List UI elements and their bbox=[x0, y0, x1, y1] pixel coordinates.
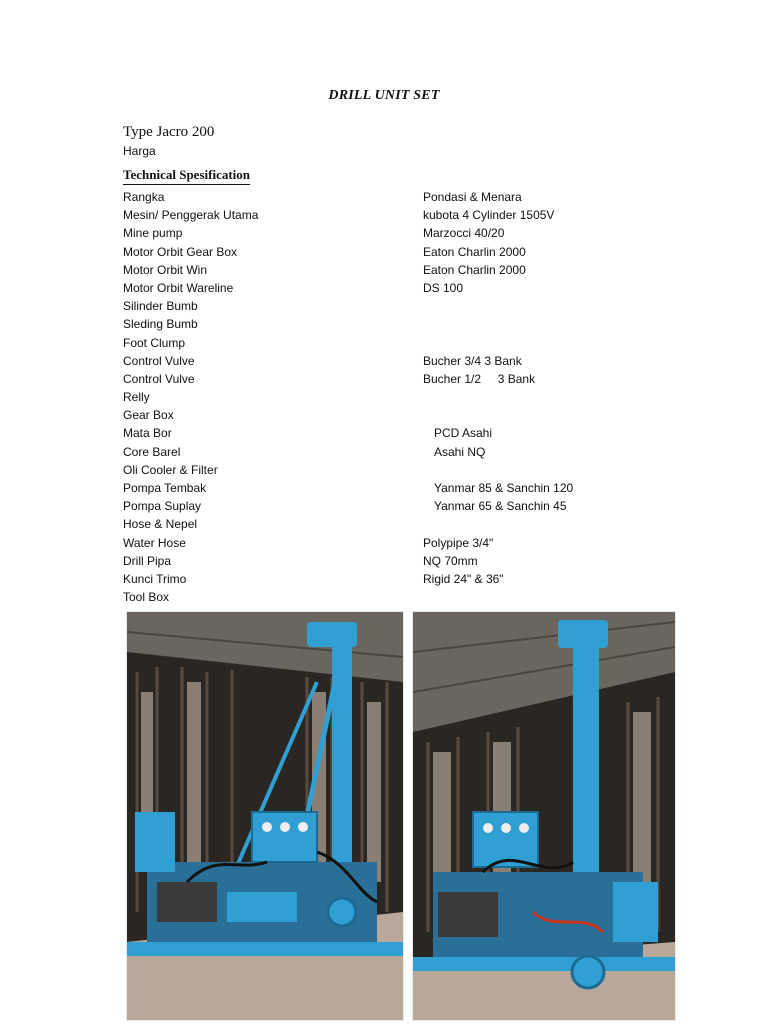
spec-value: Yanmar 65 & Sanchin 45 bbox=[434, 499, 567, 514]
spec-value: Eaton Charlin 2000 bbox=[423, 244, 526, 259]
spec-row bbox=[123, 463, 643, 481]
spec-label: Water Hose bbox=[123, 535, 186, 550]
spec-label: Control Vulve bbox=[123, 353, 195, 368]
spec-list bbox=[123, 190, 643, 608]
spec-label: Oli Cooler & Filter bbox=[123, 462, 218, 477]
spec-value: Marzocci 40/20 bbox=[423, 226, 505, 241]
spec-row bbox=[123, 390, 643, 408]
spec-row bbox=[123, 372, 643, 390]
drill-rig-photo-2 bbox=[412, 611, 676, 1021]
spec-label: Drill Pipa bbox=[123, 553, 172, 568]
spec-row bbox=[123, 536, 643, 554]
spec-value: Polypipe 3/4" bbox=[423, 535, 494, 550]
spec-row bbox=[123, 590, 643, 608]
spec-row bbox=[123, 572, 643, 590]
spec-label: Core Barel bbox=[123, 444, 181, 459]
spec-label: Mine pump bbox=[123, 226, 183, 241]
spec-row bbox=[123, 208, 643, 226]
spec-value: NQ 70mm bbox=[423, 553, 478, 568]
spec-value: kubota 4 Cylinder 1505V bbox=[423, 208, 555, 223]
spec-row bbox=[123, 336, 643, 354]
spec-label: Control Vulve bbox=[123, 371, 195, 386]
spec-label: Pompa Suplay bbox=[123, 499, 202, 514]
spec-label: Silinder Bumb bbox=[123, 299, 198, 314]
spec-value: Eaton Charlin 2000 bbox=[423, 262, 526, 277]
spec-label: Foot Clump bbox=[123, 335, 186, 350]
spec-row bbox=[123, 263, 643, 281]
spec-value: Bucher 3/4 3 Bank bbox=[423, 353, 522, 368]
spec-value: Rigid 24" & 36" bbox=[423, 571, 504, 586]
spec-row bbox=[123, 190, 643, 208]
spec-label: Hose & Nepel bbox=[123, 517, 198, 532]
spec-value: Pondasi & Menara bbox=[423, 190, 522, 204]
spec-value: Yanmar 85 & Sanchin 120 bbox=[434, 481, 574, 495]
spec-label: Mata Bor bbox=[123, 426, 172, 441]
spec-value: PCD Asahi bbox=[434, 426, 493, 441]
spec-row bbox=[123, 517, 643, 535]
spec-label: Pompa Tembak bbox=[123, 481, 207, 495]
spec-label: Kunci Trimo bbox=[123, 571, 187, 586]
spec-row bbox=[123, 226, 643, 244]
spec-label: Sleding Bumb bbox=[123, 317, 198, 332]
spec-label: Rangka bbox=[123, 190, 165, 204]
drill-rig-photo-1 bbox=[126, 611, 404, 1021]
document-title: DRILL UNIT SET bbox=[328, 88, 440, 103]
spec-row bbox=[123, 445, 643, 463]
spec-label: Gear Box bbox=[123, 408, 174, 423]
spec-label: Mesin/ Penggerak Utama bbox=[123, 208, 259, 223]
spec-row bbox=[123, 299, 643, 317]
price-label: Harga bbox=[123, 144, 156, 158]
spec-row bbox=[123, 408, 643, 426]
spec-row bbox=[123, 281, 643, 299]
spec-row bbox=[123, 354, 643, 372]
spec-label: Relly bbox=[123, 390, 150, 405]
spec-row bbox=[123, 245, 643, 263]
spec-value: DS 100 bbox=[423, 280, 464, 295]
spec-value: Asahi NQ bbox=[434, 444, 486, 459]
spec-label: Motor Orbit Wareline bbox=[123, 280, 234, 295]
spec-value: Bucher 1/2 3 Bank bbox=[423, 371, 536, 386]
spec-row bbox=[123, 481, 643, 499]
spec-row bbox=[123, 554, 643, 572]
section-heading: Technical Spesification bbox=[123, 167, 250, 185]
spec-row bbox=[123, 499, 643, 517]
spec-label: Tool Box bbox=[123, 590, 170, 605]
spec-row bbox=[123, 317, 643, 335]
spec-label: Motor Orbit Gear Box bbox=[123, 244, 238, 259]
spec-label: Motor Orbit Win bbox=[123, 262, 208, 277]
spec-row bbox=[123, 426, 643, 444]
type-label: Type Jacro 200 bbox=[123, 124, 215, 140]
